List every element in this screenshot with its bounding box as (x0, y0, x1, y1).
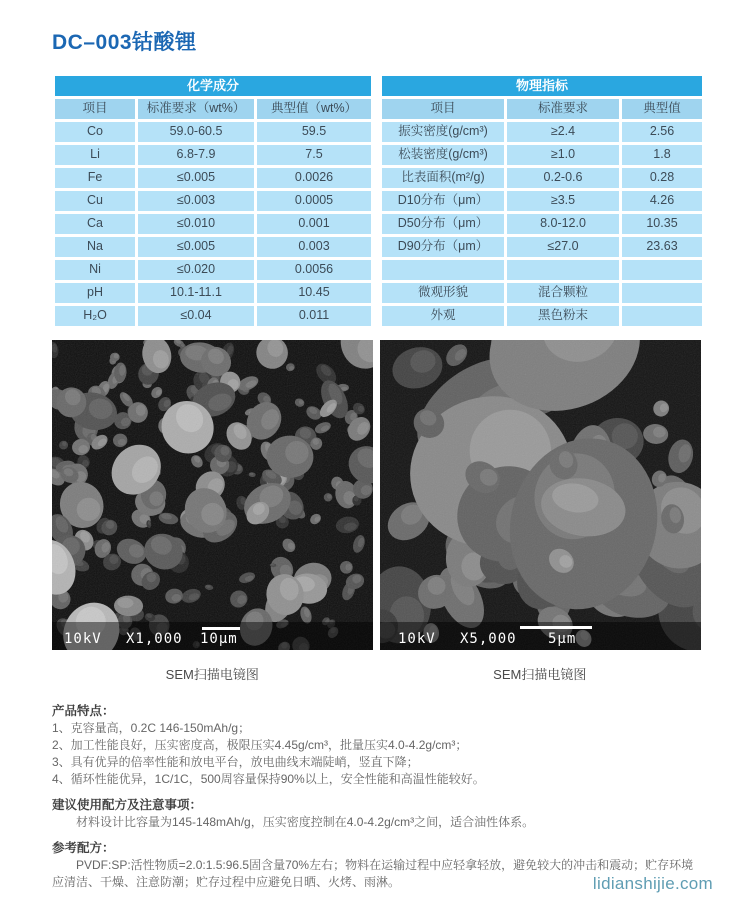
cell-item: 微观形貌 (382, 283, 504, 303)
cell-item: Ni (55, 260, 135, 280)
feature-item: 4、循环性能优异，1C/1C，500周容量保持90%以上，安全性能和高温性能较好。 (52, 772, 485, 786)
cell-spec: ≤0.005 (138, 168, 254, 188)
cell-typical: 0.011 (257, 306, 371, 326)
text-sections (52, 703, 700, 891)
cell-item: 外观 (382, 306, 504, 326)
page-title: DC–003钴酸锂 (52, 31, 197, 54)
cell-item: D10分布（μm） (382, 191, 504, 211)
cell-item: Ca (55, 214, 135, 234)
table-row (55, 283, 371, 303)
cell-item: 松装密度(g/cm³) (382, 145, 504, 165)
cell-item: pH (55, 283, 135, 303)
cell-spec: 8.0-12.0 (507, 214, 619, 234)
sem-image-x1000 (52, 340, 373, 650)
cell-typical: 4.26 (622, 191, 702, 211)
cell-typical: 0.28 (622, 168, 702, 188)
table-row (382, 283, 702, 303)
cell-spec (507, 260, 619, 280)
cell-typical: 0.001 (257, 214, 371, 234)
cell-item: Li (55, 145, 135, 165)
cell-typical: 0.003 (257, 237, 371, 257)
reference-heading: 参考配方： (52, 841, 115, 855)
column-header: 典型值 (622, 99, 702, 119)
sem-kv-label: 10kV (64, 631, 102, 647)
features-heading: 产品特点： (52, 704, 115, 718)
physical-index-table (379, 73, 705, 329)
table-row (55, 122, 371, 142)
table-row (382, 145, 702, 165)
table-row (382, 122, 702, 142)
sem-caption-left: SEM扫描电镜图 (165, 667, 259, 682)
sem-mag-label: X1,000 (126, 631, 183, 647)
cell-spec: ≥2.4 (507, 122, 619, 142)
sem-kv-label: 10kV (398, 631, 436, 647)
cell-item: D50分布（μm） (382, 214, 504, 234)
spec-tables (52, 73, 700, 329)
cell-spec: ≤0.005 (138, 237, 254, 257)
sem-scale-bar (520, 626, 592, 629)
cell-spec: ≤0.003 (138, 191, 254, 211)
cell-spec: 混合颗粒 (507, 283, 619, 303)
cell-spec: ≤27.0 (507, 237, 619, 257)
chemical-composition-table (52, 73, 374, 329)
cell-typical: 10.35 (622, 214, 702, 234)
cell-item: D90分布（μm） (382, 237, 504, 257)
cell-spec: ≤0.04 (138, 306, 254, 326)
table-row (55, 260, 371, 280)
feature-item: 3、具有优异的倍率性能和放电平台，放电曲线末端陡峭，竖直下降； (52, 755, 419, 769)
cell-spec: ≥3.5 (507, 191, 619, 211)
cell-typical: 0.0056 (257, 260, 371, 280)
reference-body: PVDF:SP:活性物质=2.0:1.5:96.5固含量70%左右；物料在运输过程中应轻拿轻放，避免较大的冲击和震动；贮存环境应清洁、干燥、注意防潮；贮存过程中应避免日晒、火烤、雨淋。 (52, 858, 694, 889)
table-row (382, 191, 702, 211)
cell-spec: 10.1-11.1 (138, 283, 254, 303)
sem-caption-right: SEM扫描电镜图 (493, 667, 587, 682)
cell-typical: 2.56 (622, 122, 702, 142)
feature-item: 1、克容量高，0.2C 146-150mAh/g； (52, 721, 251, 735)
cell-typical (622, 283, 702, 303)
table-row (55, 237, 371, 257)
column-header: 标准要求 (507, 99, 619, 119)
sem-figure-right (380, 340, 701, 650)
column-header: 项目 (382, 99, 504, 119)
table-row (55, 145, 371, 165)
cell-item: 比表面积(m²/g) (382, 168, 504, 188)
table-row (382, 168, 702, 188)
cell-item: Co (55, 122, 135, 142)
sem-figure-left (52, 340, 373, 650)
sem-scale-label: 10μm (200, 631, 238, 647)
usage-heading: 建议使用配方及注意事项： (52, 798, 203, 812)
cell-item (382, 260, 504, 280)
cell-typical: 1.8 (622, 145, 702, 165)
table-row (55, 168, 371, 188)
table-row (55, 191, 371, 211)
cell-typical: 59.5 (257, 122, 371, 142)
watermark-link[interactable]: lidianshijie.com (592, 874, 713, 893)
usage-body: 材料设计比容量为145-148mAh/g，压实密度控制在4.0-4.2g/cm³之间，适合油性体系。 (76, 815, 535, 829)
column-header: 项目 (55, 99, 135, 119)
cell-typical: 7.5 (257, 145, 371, 165)
cell-typical: 23.63 (622, 237, 702, 257)
table-row (382, 306, 702, 326)
table-row (55, 214, 371, 234)
cell-spec: 6.8-7.9 (138, 145, 254, 165)
cell-item: Na (55, 237, 135, 257)
cell-typical: 0.0005 (257, 191, 371, 211)
sem-mag-label: X5,000 (460, 631, 517, 647)
sem-images-row (52, 340, 700, 650)
cell-spec: 59.0-60.5 (138, 122, 254, 142)
sem-captions-row (52, 664, 700, 683)
cell-spec: ≤0.010 (138, 214, 254, 234)
cell-spec: ≥1.0 (507, 145, 619, 165)
cell-spec: ≤0.020 (138, 260, 254, 280)
table-title: 物理指标 (382, 76, 702, 96)
column-header: 标准要求（wt%） (138, 99, 254, 119)
cell-typical: 0.0026 (257, 168, 371, 188)
cell-typical (622, 306, 702, 326)
cell-item: 振实密度(g/cm³) (382, 122, 504, 142)
feature-item: 2、加工性能良好，压实密度高，极限压实4.45g/cm³，批量压实4.0-4.2g/cm³； (52, 738, 468, 752)
cell-item: H₂O (55, 306, 135, 326)
cell-typical (622, 260, 702, 280)
cell-typical: 10.45 (257, 283, 371, 303)
table-row (55, 306, 371, 326)
sem-scale-bar (202, 627, 240, 630)
cell-item: Fe (55, 168, 135, 188)
sem-image-x5000 (380, 340, 701, 650)
column-header: 典型值（wt%） (257, 99, 371, 119)
cell-spec: 0.2-0.6 (507, 168, 619, 188)
cell-spec: 黑色粉末 (507, 306, 619, 326)
table-row (382, 260, 702, 280)
table-title: 化学成分 (55, 76, 371, 96)
cell-item: Cu (55, 191, 135, 211)
table-row (382, 214, 702, 234)
table-row (382, 237, 702, 257)
sem-scale-label: 5μm (548, 631, 577, 647)
